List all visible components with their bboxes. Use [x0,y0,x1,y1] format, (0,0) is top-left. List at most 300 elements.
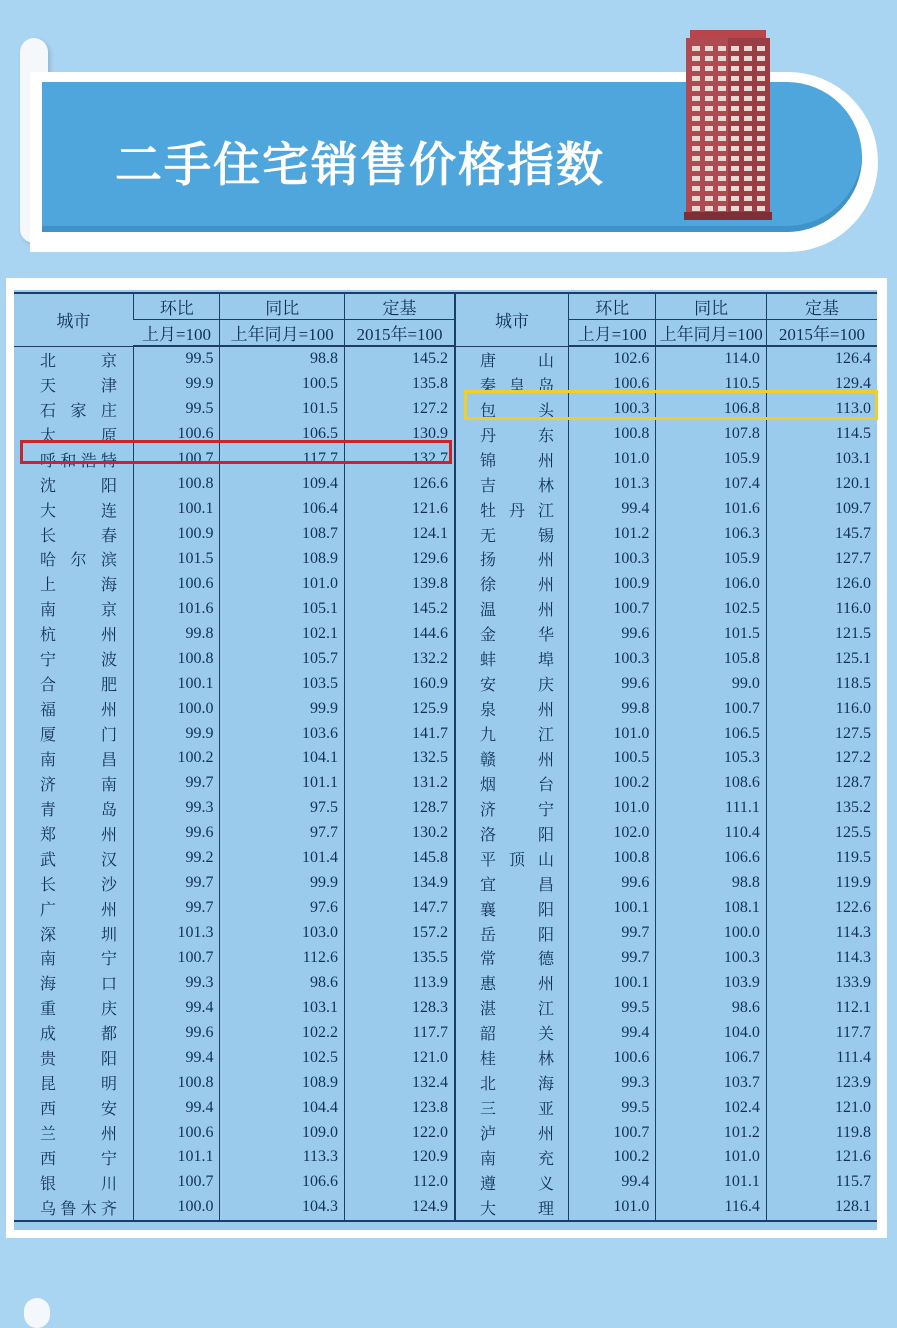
price-index-table [14,292,877,1222]
cell-city-left: 长春 [40,525,118,545]
table-row [14,1195,877,1221]
header-city-right: 城市 [455,293,569,346]
cell-yoy-left: 97.7 [220,821,345,846]
cell-mom-right: 100.8 [569,846,656,871]
cell-yoy-right: 98.8 [656,871,767,896]
table-row [14,995,877,1020]
cell-mom-left: 99.2 [134,846,220,871]
building-window [744,176,752,181]
cell-yoy-right: 106.0 [656,571,767,596]
table-row [14,497,877,522]
building-window [692,176,700,181]
cell-city-left: 大连 [40,500,118,520]
cell-base-left: 127.2 [345,397,456,422]
table-row [14,522,877,547]
cell-city-right: 金华 [455,621,569,646]
header-base-sub-right: 2015年=100 [766,320,877,347]
cell-mom-right: 99.7 [569,946,656,971]
cell-yoy-right: 106.5 [656,721,767,746]
cell-yoy-left: 117.7 [220,447,345,472]
header-yoy-right: 同比 [656,293,767,320]
header-yoy-sub-right: 上年同月=100 [656,320,767,347]
building-window [731,176,739,181]
cell-yoy-left: 101.0 [220,571,345,596]
cell-mom-left: 99.3 [134,970,220,995]
cell-city-right: 安庆 [455,671,569,696]
cell-city-left: 宁波 [40,650,118,670]
cell-base-left: 130.2 [345,821,456,846]
cell-city-left: 银川 [40,1173,118,1193]
cell-base-left: 135.8 [345,372,456,397]
cell-city-right: 南充 [455,1145,569,1170]
building-window [705,196,713,201]
cell-city-right: 桂林 [455,1045,569,1070]
cell-yoy-left: 99.9 [220,871,345,896]
header-mom-right: 环比 [569,293,656,320]
header-mom-left: 环比 [134,293,220,320]
cell-yoy-right: 100.7 [656,696,767,721]
building-window [757,156,765,161]
cell-base-right: 127.7 [766,547,877,572]
cell-city-left: 石家庄 [40,400,118,420]
cell-base-right: 127.5 [766,721,877,746]
cell-base-left: 131.2 [345,771,456,796]
cell-yoy-left: 112.6 [220,946,345,971]
cell-base-left: 117.7 [345,1020,456,1045]
cell-mom-left: 99.5 [134,397,220,422]
cell-mom-right: 100.1 [569,970,656,995]
cell-mom-right: 99.7 [569,921,656,946]
cell-city-right: 平顶山 [455,846,569,871]
cell-city-left: 西宁 [40,1148,118,1168]
building-window [731,166,739,171]
cell-yoy-right: 111.1 [656,796,767,821]
building-window [744,136,752,141]
cell-city-right: 泉州 [455,696,569,721]
table-row [14,1145,877,1170]
cell-yoy-right: 98.6 [656,995,767,1020]
cell-city-right: 襄阳 [455,896,569,921]
cell-mom-right: 99.4 [569,497,656,522]
building-window [692,146,700,151]
building-window [692,206,700,211]
cell-mom-right: 100.1 [569,896,656,921]
cell-yoy-right: 107.8 [656,422,767,447]
cell-base-left: 160.9 [345,671,456,696]
cell-mom-left: 100.8 [134,472,220,497]
cell-mom-right: 99.6 [569,871,656,896]
cell-base-right: 114.3 [766,921,877,946]
cell-base-left: 130.9 [345,422,456,447]
cell-city-left: 杭州 [40,625,118,645]
building-window [692,156,700,161]
cell-base-left: 132.2 [345,646,456,671]
building-window [718,156,726,161]
cell-mom-left: 99.7 [134,771,220,796]
building-window [757,136,765,141]
cell-yoy-right: 103.7 [656,1070,767,1095]
cell-yoy-right: 108.1 [656,896,767,921]
cell-mom-right: 99.5 [569,1095,656,1120]
cell-city-right: 蚌埠 [455,646,569,671]
cell-yoy-right: 100.0 [656,921,767,946]
cell-city-right: 济宁 [455,796,569,821]
building-window [718,106,726,111]
cell-base-right: 118.5 [766,671,877,696]
cell-yoy-left: 108.7 [220,522,345,547]
building-window [705,106,713,111]
building-window [731,186,739,191]
building-window [731,126,739,131]
cell-base-right: 129.4 [766,372,877,397]
building-window [757,56,765,61]
cell-mom-right: 100.8 [569,422,656,447]
building-window [731,136,739,141]
cell-mom-left: 100.6 [134,422,220,447]
table-row [14,472,877,497]
cell-yoy-right: 101.0 [656,1145,767,1170]
building-window [705,96,713,101]
building-window [757,206,765,211]
cell-yoy-left: 97.6 [220,896,345,921]
building-window [731,96,739,101]
cell-city-left: 昆明 [40,1074,118,1094]
cell-mom-right: 100.3 [569,646,656,671]
cell-city-left: 南昌 [40,749,118,769]
building-window [718,66,726,71]
cell-mom-right: 102.6 [569,346,656,372]
cell-base-right: 115.7 [766,1170,877,1195]
cell-city-right: 湛江 [455,995,569,1020]
cell-yoy-left: 106.6 [220,1170,345,1195]
cell-base-right: 126.4 [766,346,877,372]
page-title: 二手住宅销售价格指数 [115,138,605,193]
table-row [14,671,877,696]
cell-city-left: 青岛 [40,799,118,819]
cell-yoy-right: 101.2 [656,1120,767,1145]
building-window [718,86,726,91]
building-window [692,166,700,171]
cell-mom-left: 99.4 [134,1045,220,1070]
cell-mom-left: 99.7 [134,871,220,896]
cell-city-right: 包头 [455,397,569,422]
cell-yoy-left: 98.8 [220,346,345,372]
table-row [14,871,877,896]
cell-mom-left: 100.6 [134,571,220,596]
cell-yoy-left: 103.1 [220,995,345,1020]
cell-city-left: 深圳 [40,924,118,944]
header-mom-sub-left: 上月=100 [134,320,220,347]
building-window [744,156,752,161]
building-window [705,136,713,141]
cell-city-left: 重庆 [40,999,118,1019]
cell-mom-right: 100.2 [569,1145,656,1170]
cell-yoy-left: 105.7 [220,646,345,671]
table-row [14,596,877,621]
cell-yoy-left: 104.4 [220,1095,345,1120]
building-window [757,176,765,181]
cell-mom-left: 101.6 [134,596,220,621]
building-window [705,76,713,81]
table-row [14,1120,877,1145]
table-row [14,821,877,846]
cell-city-left: 太原 [40,425,118,445]
cell-base-left: 128.3 [345,995,456,1020]
cell-base-right: 116.0 [766,696,877,721]
cell-base-right: 125.5 [766,821,877,846]
cell-city-left: 福州 [40,700,118,720]
highlight-box-baotou [464,390,878,420]
building-window [731,86,739,91]
cell-mom-right: 101.0 [569,1195,656,1221]
cell-city-left: 沈阳 [40,475,118,495]
cell-mom-right: 99.5 [569,995,656,1020]
cell-base-left: 157.2 [345,921,456,946]
cell-base-left: 129.6 [345,547,456,572]
cell-base-left: 145.2 [345,596,456,621]
cell-mom-left: 99.6 [134,1020,220,1045]
cell-mom-left: 100.8 [134,646,220,671]
cell-base-right: 133.9 [766,970,877,995]
cell-yoy-left: 97.5 [220,796,345,821]
cell-mom-left: 99.8 [134,621,220,646]
cell-base-left: 124.1 [345,522,456,547]
cell-yoy-right: 101.1 [656,1170,767,1195]
cell-mom-right: 101.2 [569,522,656,547]
cell-yoy-right: 105.9 [656,447,767,472]
building-window [718,146,726,151]
table-row [14,547,877,572]
building-window [744,196,752,201]
building-window [705,116,713,121]
building-window [705,66,713,71]
cell-yoy-right: 110.5 [656,372,767,397]
header-base-right: 定基 [766,293,877,320]
cell-city-right: 泸州 [455,1120,569,1145]
cell-mom-left: 101.5 [134,547,220,572]
cell-mom-right: 99.8 [569,696,656,721]
cell-base-left: 135.5 [345,946,456,971]
cell-city-right: 洛阳 [455,821,569,846]
cell-base-left: 126.6 [345,472,456,497]
cell-mom-left: 100.0 [134,1195,220,1221]
cell-base-right: 117.7 [766,1020,877,1045]
cell-city-right: 遵义 [455,1170,569,1195]
building-window [731,156,739,161]
cell-yoy-right: 99.0 [656,671,767,696]
cell-base-right: 128.1 [766,1195,877,1221]
cell-base-left: 132.5 [345,746,456,771]
cell-mom-right: 100.3 [569,397,656,422]
cell-yoy-right: 107.4 [656,472,767,497]
building-window [744,116,752,121]
cell-base-right: 123.9 [766,1070,877,1095]
building-window [744,166,752,171]
cell-yoy-left: 102.1 [220,621,345,646]
building-window [718,196,726,201]
cell-yoy-right: 116.4 [656,1195,767,1221]
cell-city-right: 丹东 [455,422,569,447]
cell-yoy-left: 103.6 [220,721,345,746]
cell-city-left: 北京 [40,350,118,370]
cell-mom-left: 99.6 [134,821,220,846]
cell-base-right: 126.0 [766,571,877,596]
building-window [757,146,765,151]
cell-mom-right: 100.9 [569,571,656,596]
cell-mom-right: 100.3 [569,547,656,572]
table-row [14,346,877,372]
cell-yoy-right: 106.8 [656,397,767,422]
building-window [705,126,713,131]
table-row [14,721,877,746]
cell-mom-right: 101.0 [569,447,656,472]
table-row [14,746,877,771]
cell-base-left: 121.0 [345,1045,456,1070]
building-window [705,156,713,161]
cell-yoy-right: 106.6 [656,846,767,871]
cell-base-right: 127.2 [766,746,877,771]
header-yoy-sub-left: 上年同月=100 [220,320,345,347]
cell-yoy-left: 101.1 [220,771,345,796]
cell-city-left: 成都 [40,1024,118,1044]
header-city-left: 城市 [14,293,134,346]
cell-yoy-left: 106.5 [220,422,345,447]
building-window [718,96,726,101]
cell-yoy-right: 102.5 [656,596,767,621]
cell-mom-left: 100.8 [134,1070,220,1095]
cell-yoy-right: 106.3 [656,522,767,547]
cell-yoy-left: 106.4 [220,497,345,522]
cell-city-left: 上海 [40,575,118,595]
cell-base-right: 109.7 [766,497,877,522]
cell-city-left: 呼和浩特 [40,450,118,470]
cell-base-right: 125.1 [766,646,877,671]
cell-yoy-right: 104.0 [656,1020,767,1045]
cell-city-left: 兰州 [40,1124,118,1144]
cell-yoy-right: 103.9 [656,970,767,995]
building-window [731,66,739,71]
cell-city-right: 宜昌 [455,871,569,896]
header-yoy-left: 同比 [220,293,345,320]
cell-city-left: 乌鲁木齐 [14,1195,134,1221]
building-window [692,186,700,191]
building-window [705,56,713,61]
cell-mom-left: 99.4 [134,995,220,1020]
building-window [718,56,726,61]
cell-mom-right: 101.0 [569,796,656,821]
building-window [757,196,765,201]
building-window [731,196,739,201]
cell-base-right: 128.7 [766,771,877,796]
cell-mom-left: 101.3 [134,921,220,946]
cell-base-right: 119.5 [766,846,877,871]
table-row [14,1070,877,1095]
cell-yoy-right: 114.0 [656,346,767,372]
cell-city-left: 海口 [40,974,118,994]
building-window [705,146,713,151]
cell-mom-left: 99.4 [134,1095,220,1120]
building-window [705,206,713,211]
table-row [14,696,877,721]
table-row [14,796,877,821]
building-window [692,116,700,121]
table-row [14,1095,877,1120]
building-window [731,76,739,81]
cell-city-left: 广州 [40,899,118,919]
building-window [731,46,739,51]
building-window [731,206,739,211]
building-window [692,66,700,71]
building-window [692,46,700,51]
table-row [14,1045,877,1070]
cell-mom-left: 101.1 [134,1145,220,1170]
cell-city-right: 赣州 [455,746,569,771]
cell-yoy-left: 102.5 [220,1045,345,1070]
cell-yoy-left: 103.0 [220,921,345,946]
cell-base-right: 121.0 [766,1095,877,1120]
table-row [14,1170,877,1195]
cell-city-right: 无锡 [455,522,569,547]
building-window [757,186,765,191]
building-window [757,46,765,51]
building-window [718,176,726,181]
building-window [692,106,700,111]
cell-mom-left: 100.1 [134,671,220,696]
cell-mom-right: 99.6 [569,621,656,646]
cell-base-right: 121.5 [766,621,877,646]
cell-mom-left: 99.9 [134,372,220,397]
building-window [757,96,765,101]
cell-city-left: 合肥 [40,675,118,695]
cell-mom-right: 99.3 [569,1070,656,1095]
building-window [718,166,726,171]
cell-city-right: 九江 [455,721,569,746]
building-window [757,66,765,71]
building-window [744,146,752,151]
building-window [692,136,700,141]
cell-yoy-left: 104.3 [220,1195,345,1221]
building-window [757,106,765,111]
cell-city-left: 长沙 [40,874,118,894]
building-window [718,116,726,121]
building-window [692,96,700,101]
cell-mom-right: 101.3 [569,472,656,497]
cell-mom-left: 100.2 [134,746,220,771]
cell-base-left: 121.6 [345,497,456,522]
table-row [14,921,877,946]
cell-base-right: 114.3 [766,946,877,971]
building-window [744,76,752,81]
header-mom-sub-right: 上月=100 [569,320,656,347]
cell-mom-right: 99.4 [569,1170,656,1195]
cell-mom-left: 100.6 [134,1120,220,1145]
cell-base-right: 121.6 [766,1145,877,1170]
highlight-box-hohhot [20,440,452,464]
building-window [705,186,713,191]
cell-mom-right: 100.7 [569,1120,656,1145]
cell-city-right: 唐山 [455,346,569,372]
table-row [14,621,877,646]
cell-base-right: 122.6 [766,896,877,921]
cell-city-left: 南宁 [40,949,118,969]
table-row [14,896,877,921]
building-window [718,126,726,131]
cell-mom-left: 100.0 [134,696,220,721]
cell-mom-left: 100.1 [134,497,220,522]
table-row [14,646,877,671]
building-window [718,76,726,81]
building-window [757,76,765,81]
